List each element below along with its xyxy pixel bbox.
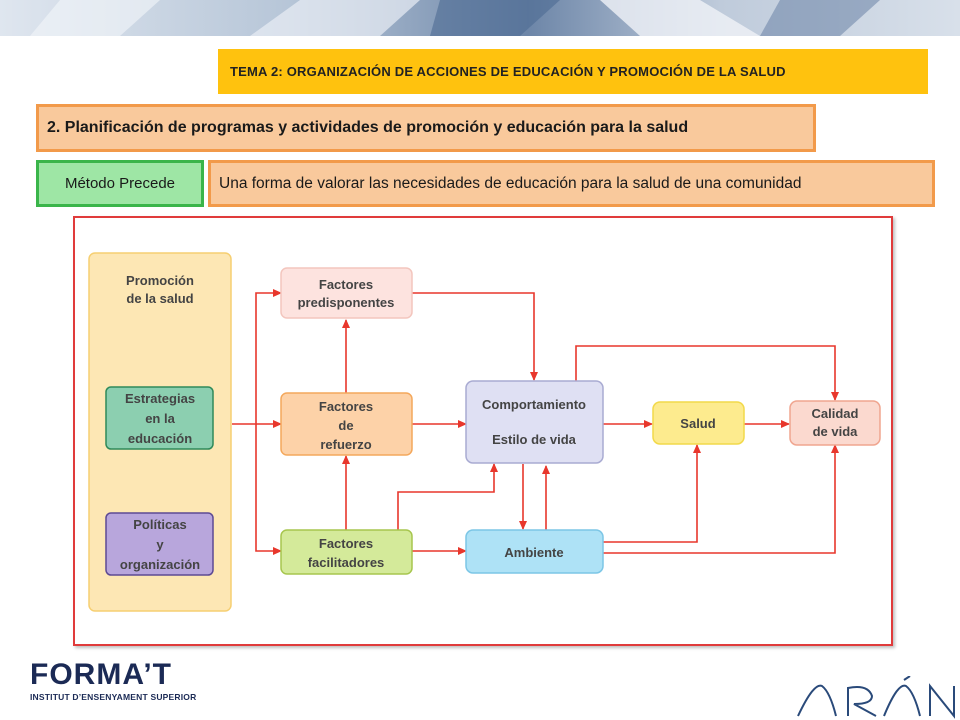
refuerzo-line-1: Factores	[318, 399, 374, 414]
estrategias-line-1: Estrategias	[124, 391, 196, 406]
promocion-line-1: Promoción	[126, 273, 194, 288]
arrow-facilitadores-comportamiento	[398, 464, 494, 530]
facilitadores-line-1: Factores	[318, 536, 374, 551]
node-ambiente	[466, 530, 603, 573]
node-facilitadores	[281, 530, 412, 574]
comportamiento-line-1: Comportamiento	[482, 397, 586, 412]
arrow-ambiente-calidad	[603, 445, 835, 553]
node-politicas	[106, 513, 213, 575]
politicas-line-3: organización	[119, 557, 201, 572]
politicas-line-1: Políticas	[133, 517, 187, 532]
node-comportamiento	[466, 381, 603, 463]
forma-t-logo-subtitle: INSTITUT D’ENSENYAMENT SUPERIOR	[30, 692, 197, 702]
aran-logo	[792, 676, 960, 720]
node-salud	[653, 402, 744, 444]
arrow-branch-facilitadores	[256, 424, 281, 551]
predisponentes-line-1: Factores	[318, 277, 374, 292]
node-predisponentes	[281, 268, 412, 318]
refuerzo-line-2: de	[338, 418, 354, 433]
arrow-comportamiento-calidad	[576, 346, 835, 400]
arrow-ambiente-salud	[603, 445, 697, 542]
arrow-predisponentes-comportamiento	[412, 293, 534, 380]
node-refuerzo	[281, 393, 412, 455]
salud-label: Salud	[680, 416, 716, 431]
forma-t-logo	[30, 660, 196, 702]
method-label: Método Precede	[36, 160, 204, 207]
forma-t-logo-main: FORMA’T	[30, 658, 172, 691]
topic-title-bar: TEMA 2: ORGANIZACIÓN DE ACCIONES DE EDUCACIÓN Y PROMOCIÓN DE LA SALUD	[218, 49, 928, 94]
promocion-line-2: de la salud	[126, 291, 194, 306]
politicas-line-2: y	[156, 537, 164, 552]
node-estrategias	[106, 387, 213, 449]
estrategias-line-3: educación	[127, 431, 193, 446]
method-description: Una forma de valorar las necesidades de educación para la salud de una comunidad	[208, 160, 935, 207]
arrow-estrategias-branch	[232, 293, 281, 424]
node-calidad	[790, 401, 880, 445]
calidad-line-2: de vida	[812, 424, 858, 439]
ambiente-label: Ambiente	[504, 545, 564, 560]
calidad-line-1: Calidad	[811, 406, 859, 421]
predisponentes-line-2: predisponentes	[297, 295, 395, 310]
estrategias-line-2: en la	[145, 411, 175, 426]
refuerzo-line-3: refuerzo	[320, 437, 372, 452]
facilitadores-line-2: facilitadores	[307, 555, 385, 570]
section-title: 2. Planificación de programas y actividades de promoción y educación para la salud	[36, 104, 816, 152]
comportamiento-line-2: Estilo de vida	[492, 432, 576, 447]
